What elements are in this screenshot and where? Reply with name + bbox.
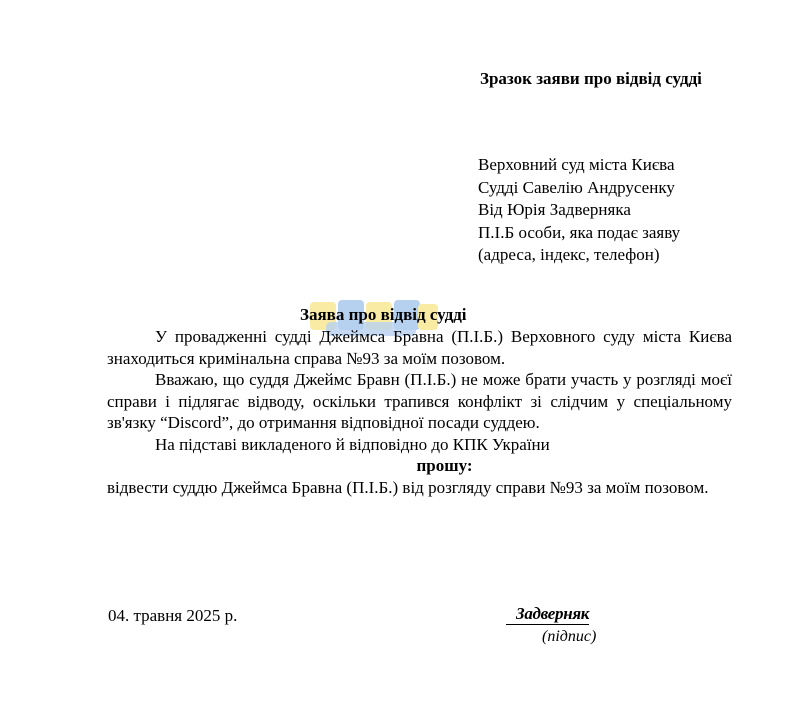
document-date: 04. травня 2025 р.: [108, 606, 238, 625]
addressee-applicant-name: П.І.Б особи, яка подає заяву: [478, 222, 681, 242]
application-body: [107, 326, 732, 498]
paragraph-reason: Вважаю, що суддя Джеймс Бравн (П.І.Б.) не може брати участь у розгляді моєї справи і підлягає відводу, оскільки трапився конфлікт зі слідчим у спеціальному зв'язку “Discord”, до отримання відповідної посади суддею.: [107, 370, 732, 432]
signature: [506, 604, 589, 625]
signature-caption: (підпис): [542, 628, 597, 645]
addressee-court: Верховний суд міста Києва: [478, 155, 675, 174]
addressee-block: [478, 154, 748, 267]
addressee-contact: (адреса, індекс, телефон): [478, 245, 660, 264]
addressee-from: Від Юрія Задверняка: [478, 200, 631, 219]
request-word: прошу:: [416, 456, 473, 475]
signature-text: Задверняк: [506, 604, 589, 625]
paragraph-legal-basis: На підставі викладеного й відповідно до КПК України: [155, 434, 550, 454]
application-heading: Заява про відвід судді: [300, 305, 467, 324]
paragraph-request: відвести суддю Джеймса Бравна (П.І.Б.) від розгляду справи №93 за моїм позовом.: [107, 477, 709, 497]
document-title: Зразок заяви про відвід судді: [480, 69, 702, 88]
addressee-judge: Судді Савелію Андрусенку: [478, 177, 675, 197]
paragraph-case-info: У провадженні судді Джеймса Бравна (П.І.Б.) Верховного суду міста Києва знаходиться кримінальна справа №93 за моїм позовом.: [107, 327, 732, 368]
